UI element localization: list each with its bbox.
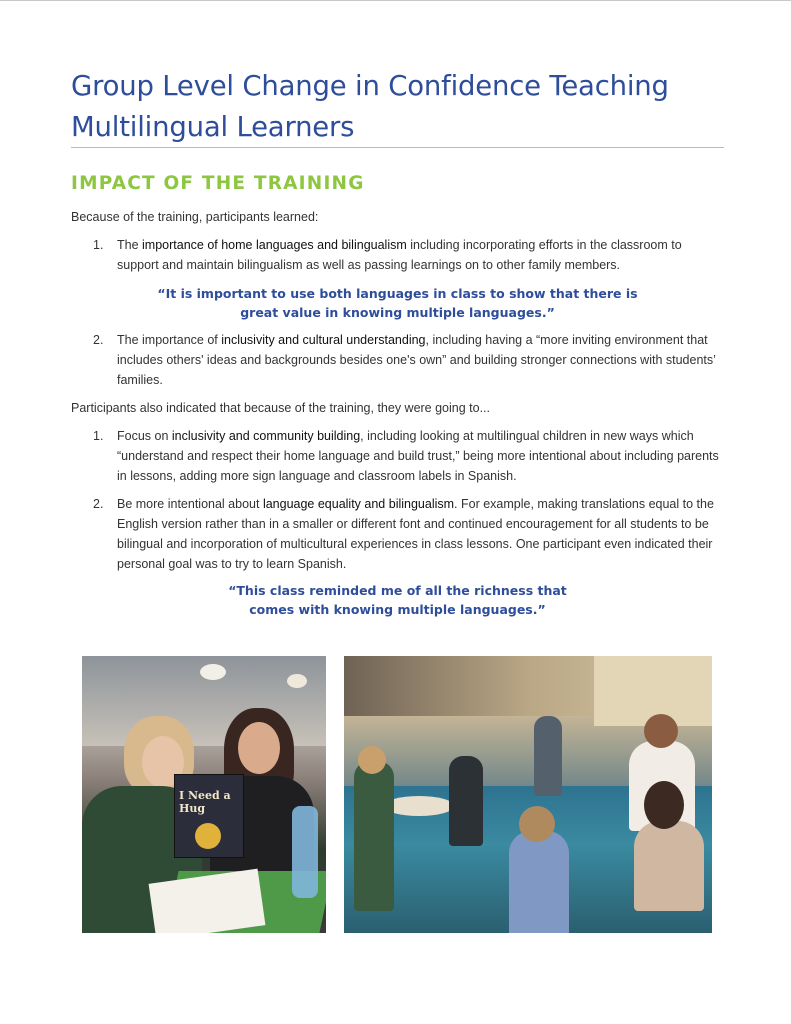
item-text: The: [117, 238, 143, 252]
learned-list: [71, 235, 724, 283]
photo-group-activity: [344, 656, 712, 933]
person: [354, 761, 394, 911]
list-item: [71, 494, 724, 574]
person-face: [238, 722, 280, 774]
item-text: including incorporating efforts in the classroom to support and maintain bilingualism as well as passing learnings on to other family members.: [117, 238, 682, 272]
list-item: [71, 235, 724, 275]
photo-participants-with-book: [82, 656, 326, 933]
quote-line: “It is important to use both languages in class to show that there is: [157, 286, 638, 301]
water-bottle: [292, 806, 318, 898]
person: [634, 821, 704, 911]
table: [384, 796, 454, 816]
quote-line: great value in knowing multiple languages.”: [240, 305, 555, 320]
title-divider: [71, 147, 724, 148]
list-item: [71, 426, 724, 486]
intro-paragraph-2: Participants also indicated that because of the training, they were going to...: [71, 401, 491, 415]
item-emphasis: importance of home languages and bilingualism: [142, 238, 407, 252]
item-text: The importance of: [117, 333, 222, 347]
ceiling-light: [287, 674, 307, 688]
item-emphasis: language equality and bilingualism: [262, 497, 455, 511]
book: [174, 774, 244, 858]
person: [509, 831, 569, 933]
book-illustration: [195, 823, 221, 849]
person-head: [358, 746, 386, 774]
item-emphasis: inclusivity and community building: [171, 429, 361, 443]
person-head: [644, 714, 678, 748]
learned-list-continued: [71, 330, 724, 398]
item-text: , including having a “more inviting environment that includes others' ideas and backgrounds besides one's own” and building stronger connections with students’ families.: [117, 333, 716, 387]
ceiling-light: [200, 664, 226, 680]
section-heading: IMPACT OF THE TRAINING: [71, 173, 365, 194]
intro-paragraph: Because of the training, participants learned:: [71, 210, 319, 224]
pull-quote: [71, 284, 724, 322]
list-number: 2.: [93, 497, 104, 511]
list-number: 1.: [93, 429, 104, 443]
item-text: . For example, making translations equal to the English version rather than in a smaller or different font and continued encouragement for all students to be bilingual and incorporation of multicultural experiences in class lessons. One participant even indicated their personal goal was to try to learn Spanish.: [117, 497, 714, 571]
item-text: , including looking at multilingual children in new ways which “understand and respect their home language and build trust,” being more intentional about including parents in lessons, adding more sign language and classroom labels in Spanish.: [117, 429, 719, 483]
quote-line: comes with knowing multiple languages.”: [249, 602, 546, 617]
person: [534, 716, 562, 796]
item-text: Be more intentional about: [117, 497, 263, 511]
item-text: Focus on: [117, 429, 172, 443]
list-number: 2.: [93, 333, 104, 347]
item-emphasis: inclusivity and cultural understanding: [221, 333, 426, 347]
list-number: 1.: [93, 238, 104, 252]
going-to-list: [71, 426, 724, 582]
person: [449, 756, 483, 846]
list-item: [71, 330, 724, 390]
page-title: Group Level Change in Confidence Teaching Multilingual Learners: [71, 70, 669, 143]
person-head: [644, 781, 684, 829]
book-title: I Need a Hug: [179, 789, 231, 815]
pull-quote-2: [71, 581, 724, 619]
person-head: [519, 806, 555, 842]
quote-line: “This class reminded me of all the richness that: [228, 583, 567, 598]
top-border: [0, 0, 791, 1]
